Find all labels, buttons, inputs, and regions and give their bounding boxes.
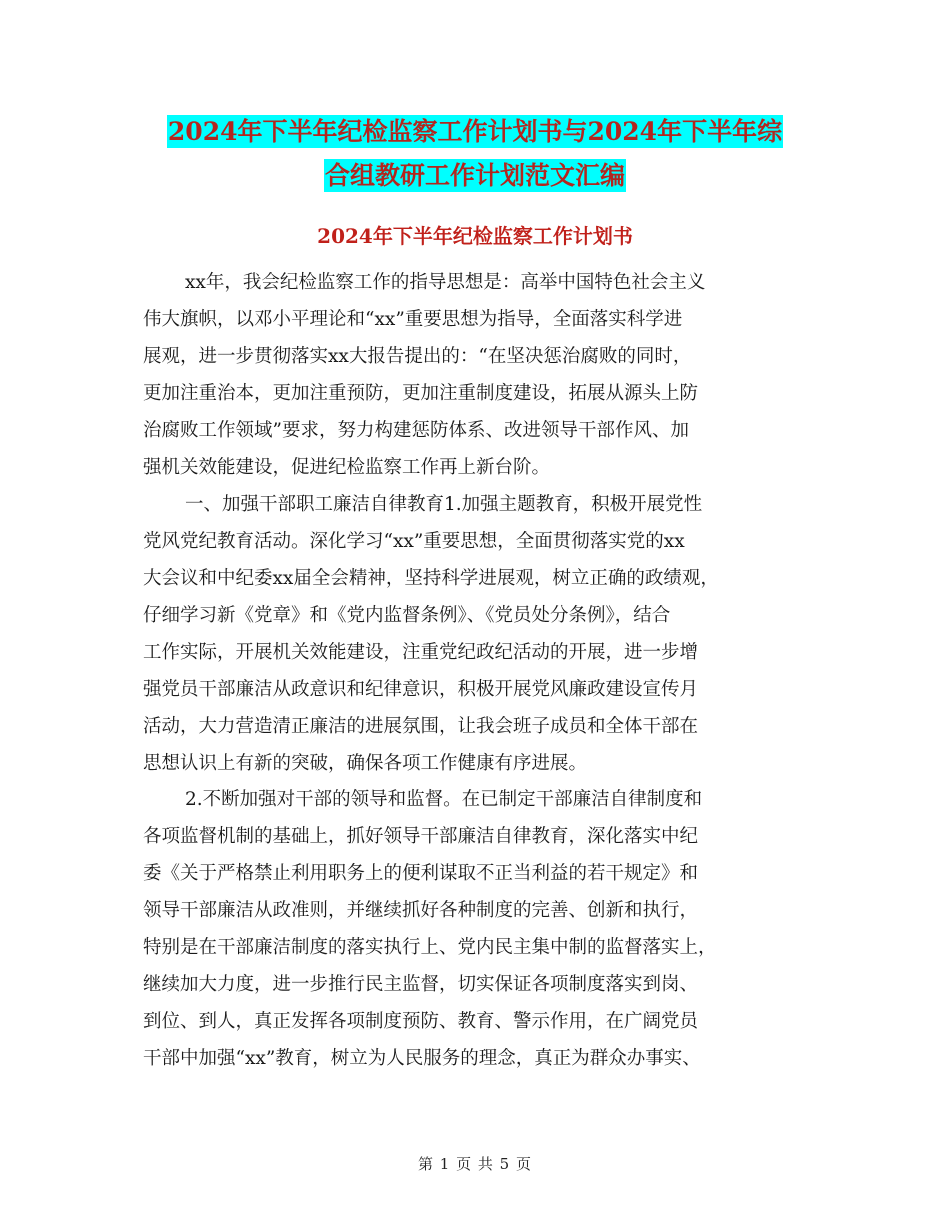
paragraph-line: 展观，进一步贯彻落实xx大报告提出的：“在坚决惩治腐败的同时， (143, 346, 692, 367)
paragraph-line: 思想认识上有新的突破，确保各项工作健康有序进展。 (143, 753, 588, 774)
paragraph-line: 活动，大力营造清正廉洁的进展氛围，让我会班子成员和全体干部在 (143, 716, 699, 737)
paragraph-line: 治腐败工作领域”要求，努力构建惩防体系、改进领导干部作风、加 (143, 420, 689, 441)
paragraph-line: 特别是在干部廉洁制度的落实执行上、党内民主集中制的监督落实上， (143, 937, 717, 958)
paragraph-line: 2.不断加强对干部的领导和监督。在已制定干部廉洁自律制度和 (185, 789, 703, 810)
paragraph-line: 党风党纪教育活动。深化学习“xx”重要思想，全面贯彻落实党的xx (143, 531, 685, 552)
paragraph-line: 领导干部廉洁从政准则，并继续抓好各种制度的完善、创新和执行， (143, 900, 699, 921)
paragraph-line: xx年，我会纪检监察工作的指导思想是：高举中国特色社会主义 (185, 272, 706, 293)
paragraph-line: 仔细学习新《党章》和《党内监督条例》、《党员处分条例》，结合 (143, 605, 671, 626)
paragraph-line: 继续加大力度，进一步推行民主监督，切实保证各项制度落实到岗、 (143, 974, 699, 995)
paragraph-line: 大会议和中纪委xx届全会精神，坚持科学进展观，树立正确的政绩观， (143, 568, 719, 589)
paragraph-line: 一、加强干部职工廉洁自律教育1.加强主题教育，积极开展党性 (185, 494, 703, 515)
paragraph-1 (143, 264, 803, 486)
paragraph-line: 工作实际，开展机关效能建设，注重党纪政纪活动的开展，进一步增 (143, 642, 699, 663)
section-title: 2024年下半年纪检监察工作计划书 (317, 224, 633, 248)
paragraph-line: 到位、到人，真正发挥各项制度预防、教育、警示作用，在广阔党员 (143, 1011, 699, 1032)
paragraph-2 (143, 486, 803, 782)
paragraph-line: 强机关效能建设，促进纪检监察工作再上新台阶。 (143, 457, 551, 478)
page-footer: 第 1 页 共 5 页 (418, 1155, 532, 1173)
highlighted-title-text-2: 合组教研工作计划范文汇编 (324, 161, 625, 190)
paragraph-line: 伟大旗帜，以邓小平理论和“xx”重要思想为指导，全面落实科学进 (143, 309, 683, 330)
document-title-line-2 (0, 154, 950, 198)
paragraph-line: 干部中加强“xx”教育，树立为人民服务的理念，真正为群众办事实、 (143, 1048, 701, 1069)
paragraph-line: 委《关于严格禁止利用职务上的便利谋取不正当利益的若干规定》和 (143, 863, 699, 884)
paragraph-line: 强党员干部廉洁从政意识和纪律意识，积极开展党风廉政建设宣传月 (143, 679, 699, 700)
paragraph-line: 各项监督机制的基础上，抓好领导干部廉洁自律教育，深化落实中纪 (143, 826, 699, 847)
document-title-line-1 (0, 110, 950, 154)
highlighted-title-text-1: 2024年下半年纪检监察工作计划书与2024年下半年综 (167, 117, 783, 146)
paragraph-line: 更加注重治本，更加注重预防，更加注重制度建设，拓展从源头上防 (143, 383, 699, 404)
paragraph-3 (143, 781, 803, 1077)
